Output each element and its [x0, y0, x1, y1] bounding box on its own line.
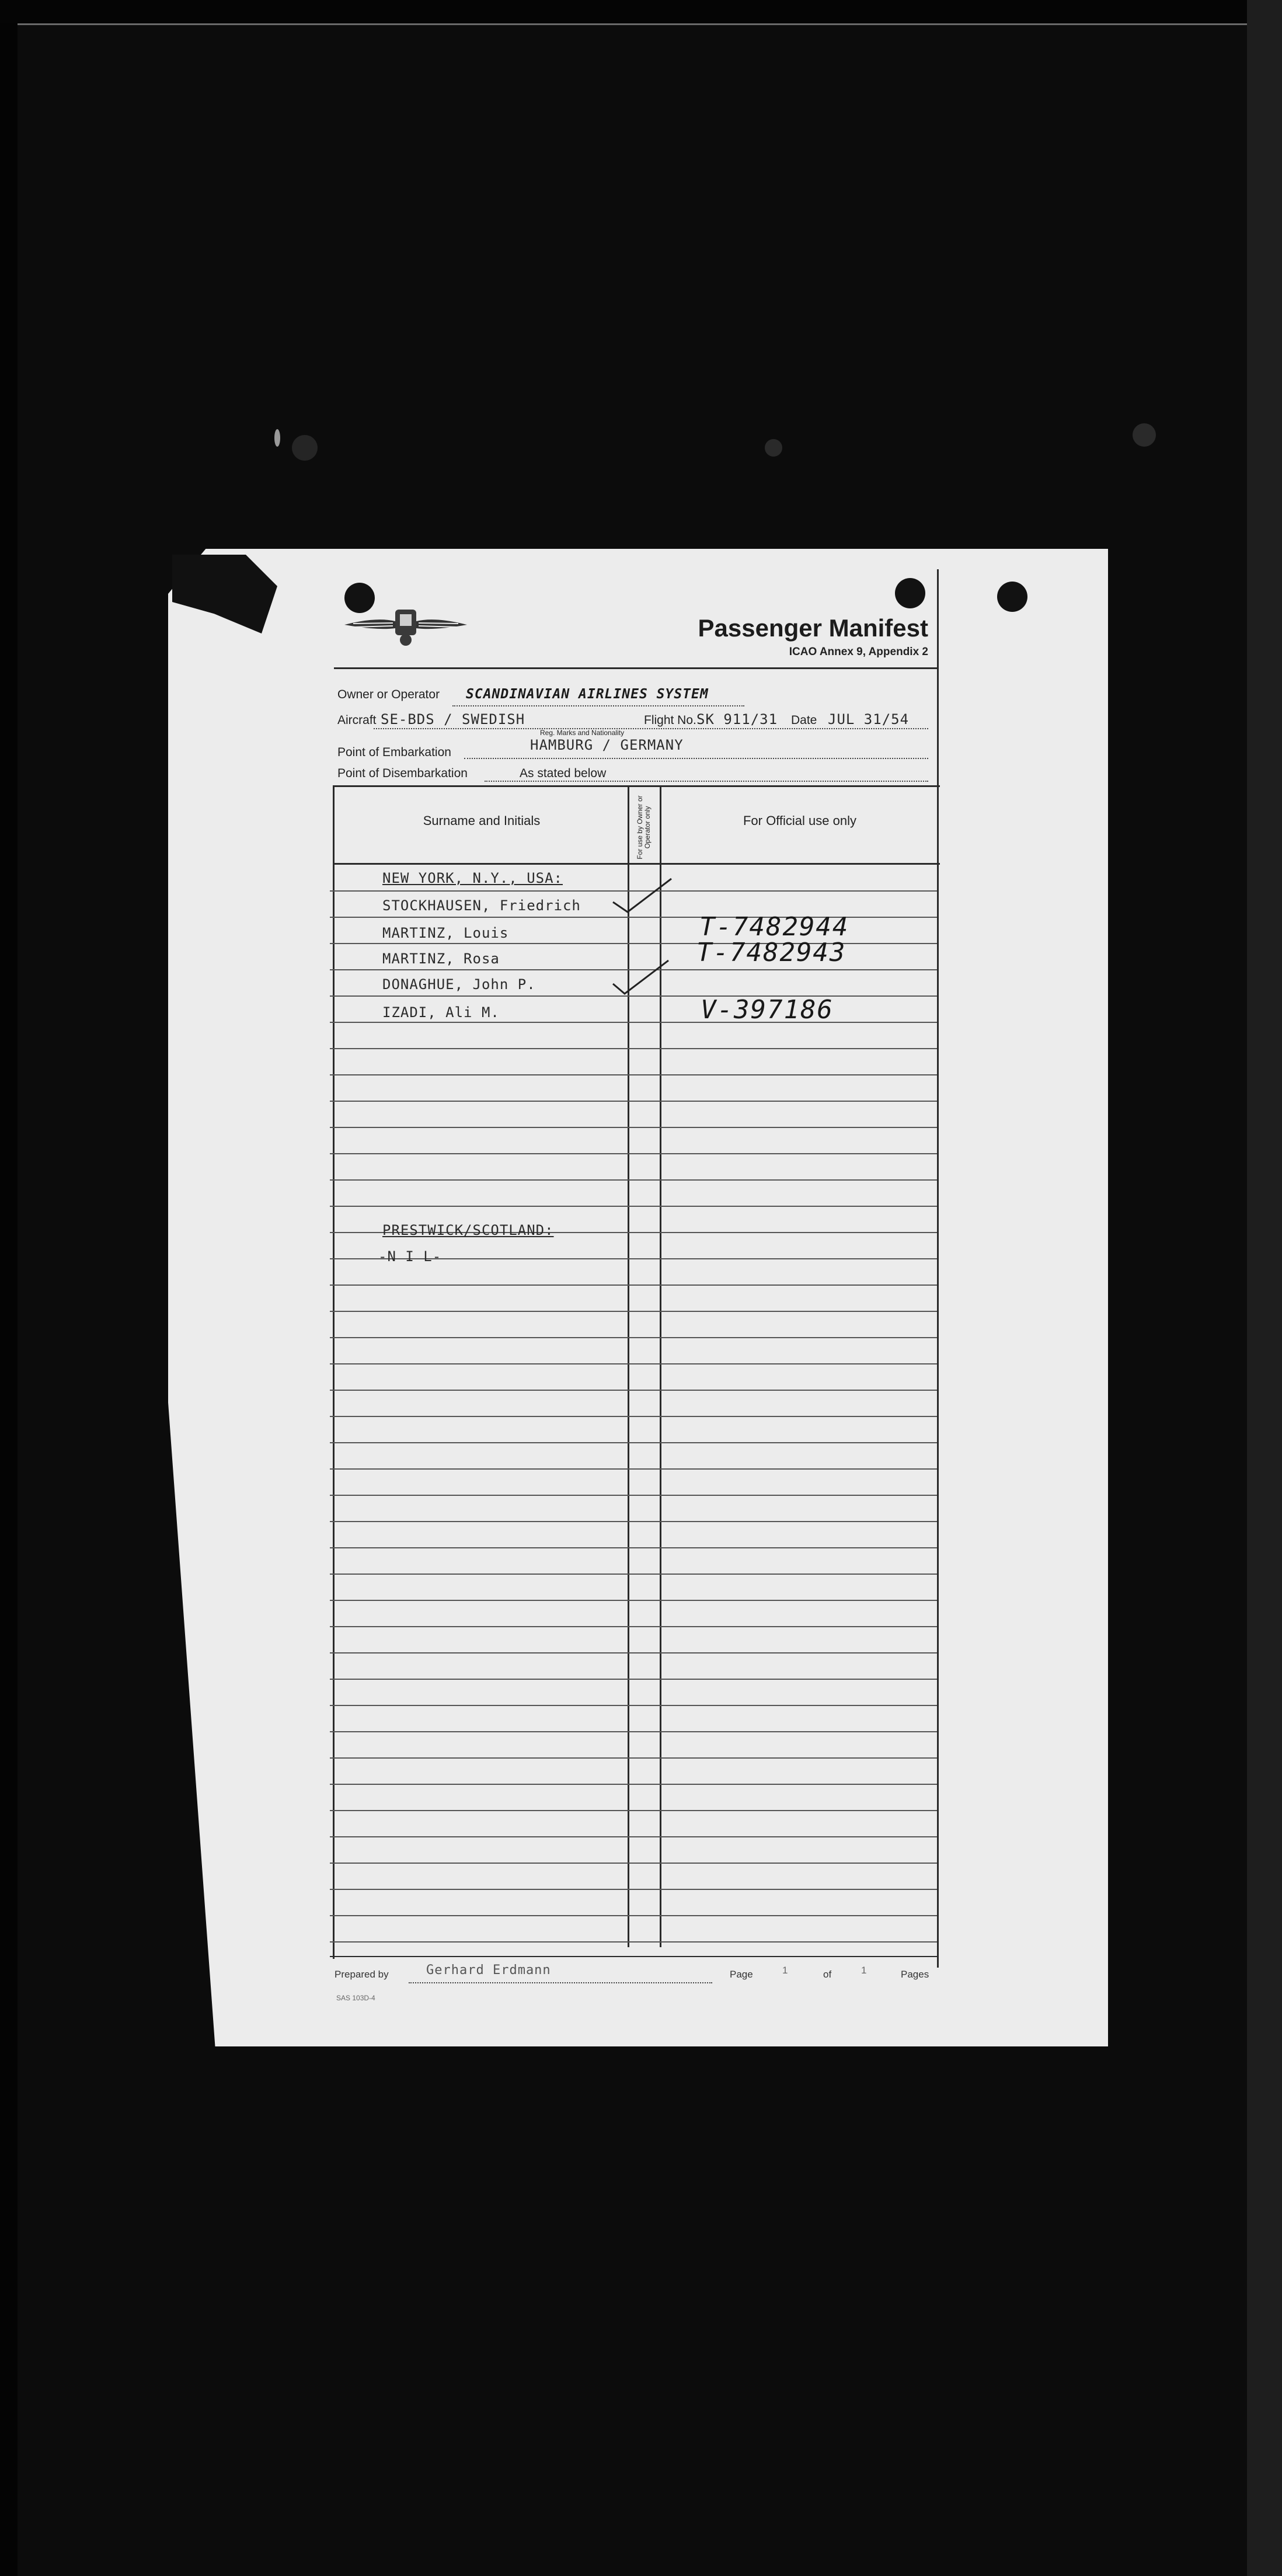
ruled-line	[330, 1311, 937, 1312]
ruled-line	[330, 1416, 937, 1417]
header-rule	[334, 667, 938, 669]
aircraft-rule	[374, 728, 928, 729]
form-code: SAS 103D-4	[336, 1994, 375, 2002]
ruled-line	[330, 1863, 937, 1864]
ruled-line	[330, 1179, 937, 1181]
of-value: 1	[861, 1965, 867, 1976]
ruled-line	[330, 1022, 937, 1023]
ruled-line	[330, 1941, 937, 1943]
embarkation-label: Point of Embarkation	[337, 746, 451, 759]
ruled-line	[330, 1390, 937, 1391]
ruled-line	[330, 1600, 937, 1601]
ruled-line	[330, 1915, 937, 1916]
passenger-entry: MARTINZ, Rosa	[382, 951, 500, 967]
embarkation-rule	[464, 758, 928, 759]
prepared-by-value: Gerhard Erdmann	[426, 1963, 551, 1978]
ruled-line	[330, 1574, 937, 1575]
prepared-by-rule	[409, 1982, 712, 1983]
destination-heading: PRESTWICK/SCOTLAND:	[382, 1222, 554, 1238]
destination-heading: NEW YORK, N.Y., USA:	[382, 870, 563, 886]
film-speck	[1133, 423, 1156, 447]
ruled-line	[330, 1074, 937, 1075]
film-left-edge	[0, 23, 18, 2576]
aircraft-label: Aircraft	[337, 713, 377, 727]
ruled-line	[330, 1284, 937, 1286]
passenger-entry: DONAGHUE, John P.	[382, 976, 536, 993]
passenger-entry: MARTINZ, Louis	[382, 925, 509, 941]
official-note: T-7482943	[696, 938, 846, 967]
nil-entry: -N I L-	[378, 1248, 442, 1265]
ruled-line	[330, 1705, 937, 1706]
disembarkation-label: Point of Disembarkation	[337, 767, 468, 780]
ruled-line	[330, 1521, 937, 1522]
ruled-line	[330, 1442, 937, 1443]
ruled-line	[330, 1153, 937, 1154]
ruled-line	[330, 1337, 937, 1338]
owner-value: SCANDINAVIAN AIRLINES SYSTEM	[466, 687, 709, 702]
flight-label: Flight No.	[644, 713, 696, 727]
film-speck	[292, 435, 318, 461]
aircraft-value: SE-BDS / SWEDISH	[381, 711, 525, 727]
embarkation-value: HAMBURG / GERMANY	[530, 737, 684, 753]
pages-label: Pages	[901, 1969, 929, 1980]
official-note: V-397186	[701, 995, 834, 1025]
ruled-line	[330, 1810, 937, 1811]
ruled-line	[330, 1048, 937, 1049]
footer-rule	[330, 1956, 937, 1957]
owner-rule	[452, 705, 744, 706]
right-margin-rule	[937, 569, 939, 1968]
check-mark-icon	[610, 958, 674, 998]
ruled-line	[330, 1784, 937, 1785]
ruled-line	[330, 1127, 937, 1128]
flight-value: SK 911/31	[696, 711, 778, 727]
page-label: Page	[730, 1969, 753, 1980]
column-header-owner-use: For use by Owner or Operator only	[636, 795, 652, 859]
ruled-line	[330, 1731, 937, 1732]
punch-hole	[895, 578, 925, 608]
ruled-line	[330, 1836, 937, 1837]
film-right-edge	[1247, 0, 1282, 2576]
ruled-line	[330, 1101, 937, 1102]
disembarkation-value: As stated below	[520, 767, 607, 780]
ruled-line	[330, 1495, 937, 1496]
check-mark-icon	[610, 876, 674, 917]
manifest-title: Passenger Manifest	[698, 614, 928, 642]
ruled-line	[330, 1206, 937, 1207]
ruled-line	[330, 1652, 937, 1653]
table-top-rule	[333, 785, 940, 787]
ruled-line	[330, 1626, 937, 1627]
film-top-edge	[0, 0, 1282, 25]
date-value: JUL 31/54	[828, 711, 910, 727]
disembarkation-rule	[485, 781, 928, 782]
aircraft-sublabel: Reg. Marks and Nationality	[540, 729, 625, 737]
airline-wing-logo	[342, 601, 470, 648]
film-speck	[765, 439, 782, 457]
of-label: of	[823, 1969, 832, 1980]
film-speck	[274, 429, 280, 447]
ruled-line	[330, 1468, 937, 1470]
official-note: T-7482944	[699, 912, 849, 942]
punch-hole	[997, 582, 1027, 612]
manifest-reference: ICAO Annex 9, Appendix 2	[789, 646, 928, 658]
ruled-rows	[330, 864, 937, 1947]
date-label: Date	[791, 713, 817, 727]
column-header-official: For Official use only	[743, 813, 856, 828]
ruled-line	[330, 1679, 937, 1680]
ruled-line	[330, 1547, 937, 1548]
passenger-entry: IZADI, Ali M.	[382, 1004, 500, 1021]
owner-label: Owner or Operator	[337, 688, 440, 701]
prepared-by-label: Prepared by	[335, 1969, 389, 1980]
column-header-surname: Surname and Initials	[423, 813, 541, 828]
ruled-line	[330, 1757, 937, 1759]
page-value: 1	[782, 1965, 788, 1976]
ruled-line	[330, 1889, 937, 1890]
ruled-line	[330, 1363, 937, 1364]
passenger-entry: STOCKHAUSEN, Friedrich	[382, 897, 581, 914]
